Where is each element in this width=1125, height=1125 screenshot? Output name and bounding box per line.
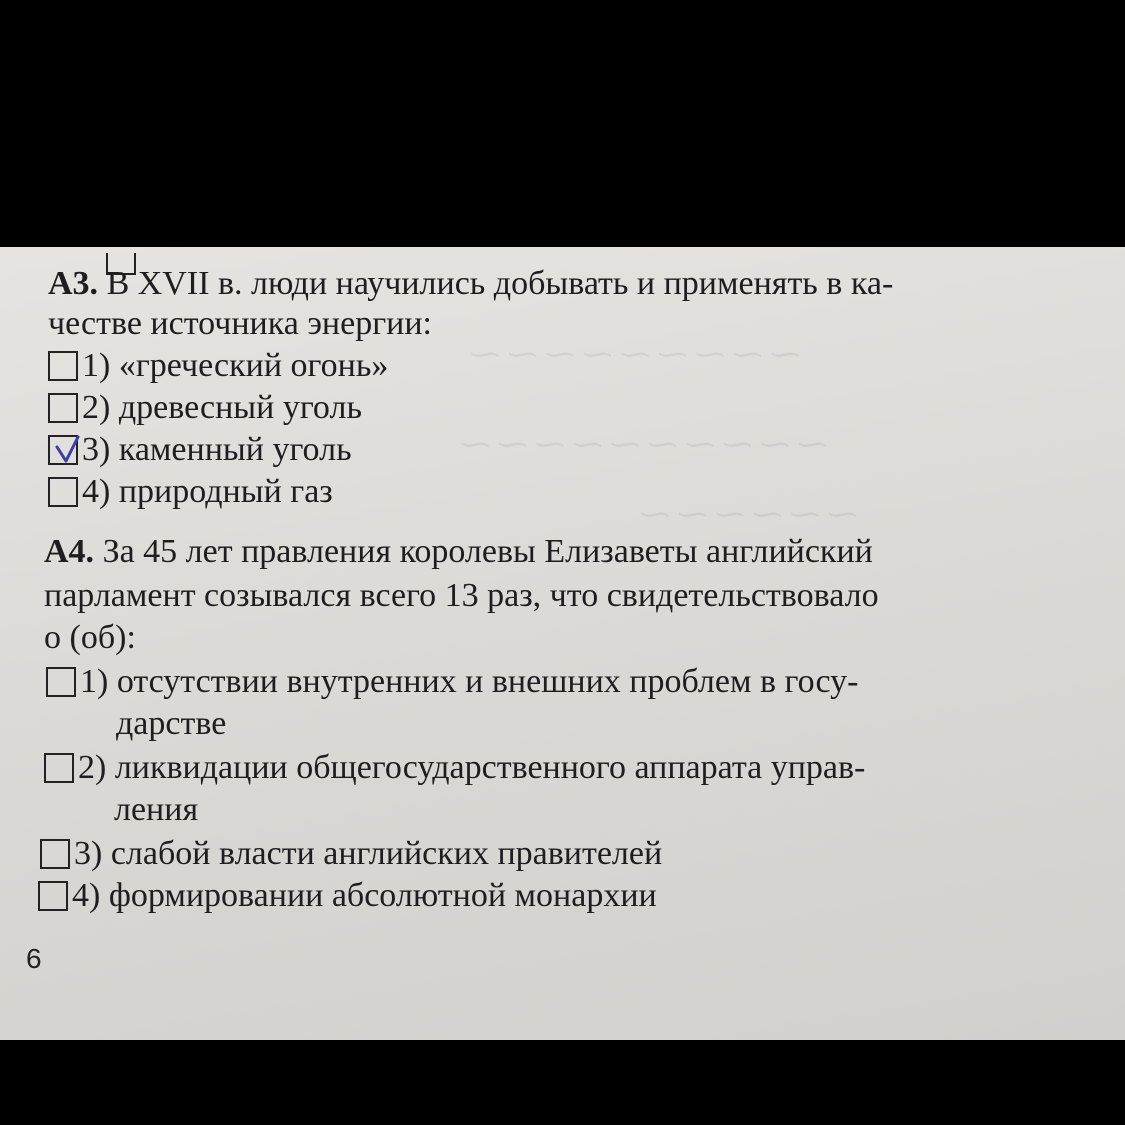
show-through-texture: ⁓ ⁓ ⁓ ⁓ ⁓ ⁓	[640, 498, 858, 531]
question-a4-line-3: о (об):	[44, 619, 136, 656]
checkbox[interactable]	[48, 393, 78, 423]
question-a4-line-1	[44, 535, 873, 569]
checkbox[interactable]	[40, 839, 70, 869]
question-a4-number: А4.	[44, 533, 95, 570]
worksheet-page	[0, 247, 1125, 1040]
checkbox[interactable]	[44, 753, 74, 783]
checkbox[interactable]	[38, 881, 68, 911]
a4-option-1-continuation: дарстве	[116, 705, 227, 742]
checkbox[interactable]	[46, 667, 76, 697]
option-label: 1) «греческий огонь»	[82, 347, 389, 384]
checkbox[interactable]	[48, 477, 78, 507]
show-through-texture: ⁓ ⁓ ⁓ ⁓ ⁓ ⁓ ⁓ ⁓ ⁓	[470, 338, 800, 371]
checkmark-icon	[54, 433, 88, 467]
option-label: 2) древесный уголь	[82, 389, 362, 426]
dark-background-bottom	[0, 1040, 1125, 1125]
option-label: 3) каменный уголь	[82, 431, 352, 468]
option-label: 1) отсутствии внутренних и внешних проблем в госу-	[80, 663, 859, 700]
option-label: 4) природный газ	[82, 473, 333, 510]
question-a3-number: А3.	[48, 265, 99, 302]
option-label: 3) слабой власти английских правителей	[74, 835, 663, 872]
question-a4-line-2: парламент созывался всего 13 раз, что свидетельствовало	[44, 577, 879, 614]
show-through-texture: ⁓ ⁓ ⁓ ⁓ ⁓ ⁓ ⁓ ⁓ ⁓ ⁓	[460, 428, 828, 461]
a4-option-3[interactable]	[40, 837, 662, 871]
page-number: 6	[26, 943, 42, 974]
question-a4-text: За 45 лет правления королевы Елизаветы английский	[102, 533, 873, 570]
checkbox[interactable]	[48, 351, 78, 381]
a3-option-3[interactable]	[48, 433, 352, 467]
option-label: 2) ликвидации общегосударственного аппарата управ-	[78, 749, 866, 786]
a3-option-2[interactable]	[48, 391, 362, 425]
checkbox-checked[interactable]	[48, 435, 78, 465]
a3-option-1[interactable]	[48, 349, 388, 383]
a3-option-4[interactable]	[48, 475, 333, 509]
question-a3-text: В XVII в. люди научились добывать и применять в ка-	[106, 265, 894, 302]
question-a3-line-2: честве источника энергии:	[48, 305, 432, 342]
a4-option-2-continuation: ления	[114, 791, 199, 828]
option-label: 4) формировании абсолютной монархии	[72, 877, 657, 914]
a4-option-2[interactable]	[44, 751, 865, 785]
a4-option-1[interactable]	[46, 665, 858, 699]
a4-option-4[interactable]	[38, 879, 657, 913]
dark-background-top	[0, 0, 1125, 247]
question-a3-line-1	[48, 267, 893, 301]
